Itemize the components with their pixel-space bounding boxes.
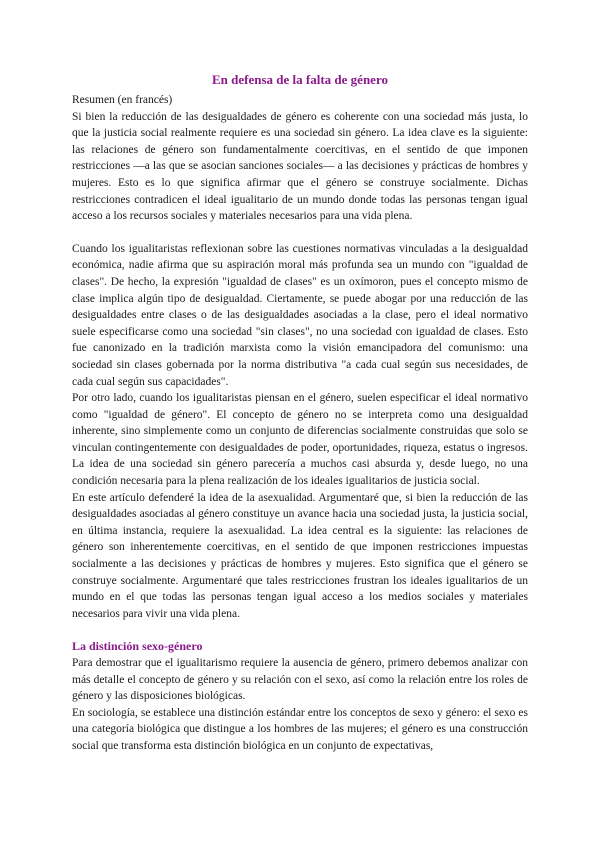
abstract-paragraph: Si bien la reducción de las desigualdades de género es coherente con una sociedad más justa, lo que la justicia social realmente requiere es una sociedad sin género. La idea clave es la siguiente: las relaciones de género son fundamentalmente coercitivas, en el sentido de que imponen restricciones —a las que se asocian sanciones sociales— a las decisiones y prácticas de hombres y mujeres. Esto es lo que significa afirmar que el género se construye socialmente. Dichas restricciones contradicen el ideal igualitario de un mundo donde todas las personas tengan igual acceso a los recursos sociales y materiales necesarios para una vida plena. (72, 110, 528, 223)
abstract-label: Resumen (en francés) (72, 94, 173, 106)
body-paragraph: Por otro lado, cuando los igualitaristas piensan en el género, suelen especificar el ideal normativo como "igualdad de género". El concepto de género no se interpreta como una desigualdad inherente, sino simplemente como un conjunto de diferencias socialmente construidas que solo se vinculan contingentemente con desigualdades de poder, oportunidades, riqueza, estatus o ingresos. La idea de una sociedad sin género parecería a muchos casi absurda y, desde luego, no una condición necesaria para la plena realización de los ideales igualitarios de justicia social. (72, 392, 528, 488)
document-title: En defensa de la falta de género (212, 72, 388, 87)
section-paragraph: Para demostrar que el igualitarismo requiere la ausencia de género, primero debemos analizar con más detalle el concepto de género y su relación con el sexo, así como la relación entre los roles de género y las disposiciones biológicas. (72, 657, 528, 703)
body-paragraph: Cuando los igualitaristas reflexionan sobre las cuestiones normativas vinculadas a la desigualdad económica, nadie afirma que su aspiración moral más profunda sea un mundo con "igualdad de clases". De hecho, la expresión "igualdad de clases" es un oxímoron, pues el concepto mismo de clase implica algún tipo de desigualdad. Ciertamente, se puede abogar por una reducción de las desigualdades entre clases o de las desigualdades asociadas a la clase, pero el ideal normativo suele especificarse como una sociedad "sin clases", no una sociedad con igualdad de clases. Esto fue canonizado en la tradición marxista como la visión emancipadora del comunismo: una sociedad sin clases gobernada por la norma distributiva "a cada cual según sus necesidades, de cada cual según sus capacidades". (72, 242, 528, 388)
body-paragraph: En este artículo defenderé la idea de la asexualidad. Argumentaré que, si bien la reducción de las desigualdades asociadas al género constituye un avance hacia una sociedad justa, la justicia social, en última instancia, requiere la asexualidad. La idea central es la siguiente: las relaciones de género son inherentemente coercitivas, en el sentido de que imponen restricciones impuestas socialmente a las decisiones y prácticas de hombres y mujeres. Esto significa que el género se construye socialmente. Argumentaré que tales restricciones frustran los ideales igualitarios de un mundo en el que todas las personas tengan igual acceso a los medios sociales y materiales necesarios para vivir una vida plena. (72, 491, 528, 620)
section-heading: La distinción sexo-género (72, 639, 203, 654)
section-paragraph: En sociología, se establece una distinción estándar entre los conceptos de sexo y género: el sexo es una categoría biológica que distingue a los hombres de las mujeres; el género es una construcción social que transforma esta distinción biológica en un conjunto de expectativas, (72, 706, 528, 752)
